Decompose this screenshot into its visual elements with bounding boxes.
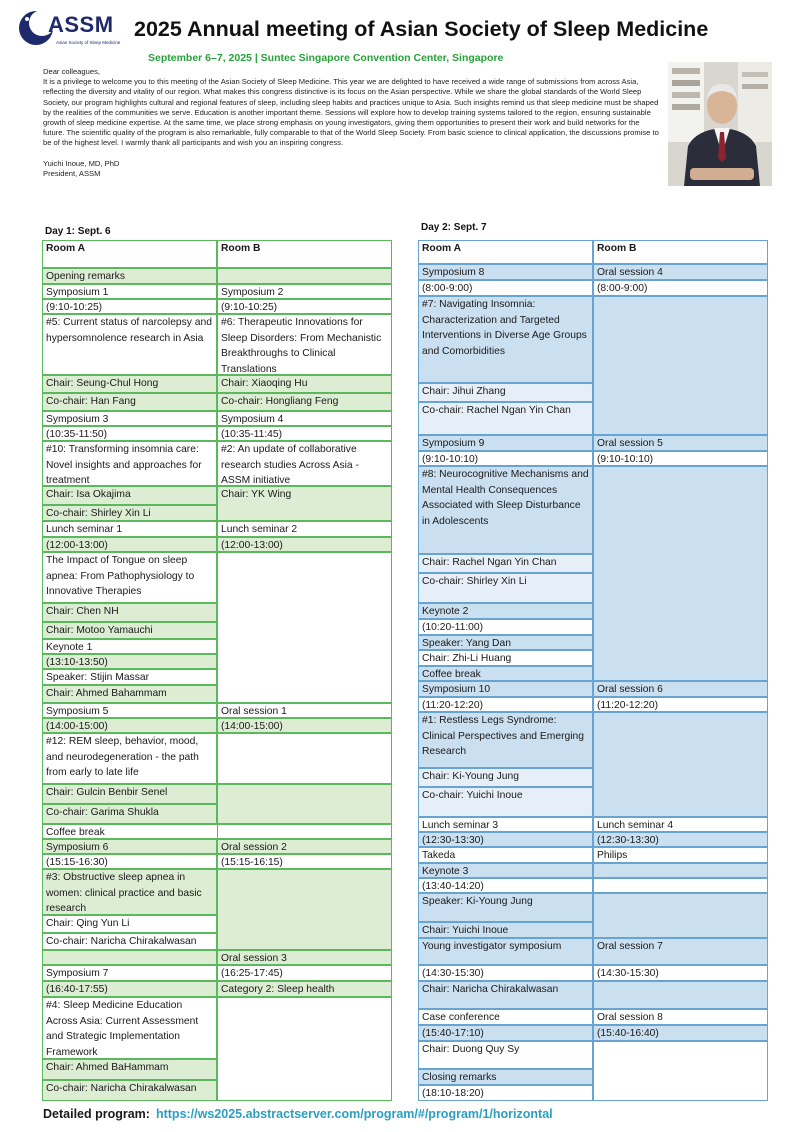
schedule-empty-cell <box>217 824 392 839</box>
day1-label: Day 1: Sept. 6 <box>45 226 111 237</box>
schedule-cell: Chair: Gulcin Benbir Senel <box>42 784 217 804</box>
schedule-cell: #1: Restless Legs Syndrome: Clinical Perspectives and Emerging Research <box>418 712 593 768</box>
schedule-column-header: Room B <box>593 240 768 264</box>
schedule-cell: Oral session 3 <box>217 950 392 965</box>
letter-body: It is a privilege to welcome you to this meeting of the Asian Society of Sleep Medicine. This year we are delighted to have received a wide range of submissions from across Asia, reflecting the diversity and vitality of our region. What makes this congress distinctive is its focus on the Asian perspective. While we share the global standards of the World Sleep Society, our program highlights cultural and regional features of sleep, including sleep habits and practices unique to Asia. Such insights remind us that sleep medicine must be shaped by the realities of the communities we serve. Education is another important theme. Sessions will explore how to develop training systems tailored to the region, ensuring sustainable growth of sleep medicine expertise. At the same time, we place strong emphasis on young investigators, giving them opportunities to present their work and build networks for the future. The scientific quality of the program is also remarkable, fully comparable to that of the World Sleep Society. From basic science to clinical application, the discussions promise to be of the highest level. I warmly thank all participants and wish you an inspiring congress. <box>43 77 659 148</box>
schedule-cell: Chair: Ki-Young Jung <box>418 768 593 787</box>
schedule-cell: Co-chair: Hongliang Feng <box>217 393 392 411</box>
schedule-cell: (11:20-12:20) <box>593 697 768 712</box>
schedule-cell: #7: Navigating Insomnia: Characterization and Targeted Interventions in Diverse Age Groups and Comorbidities <box>418 296 593 383</box>
schedule-empty-cell <box>217 268 392 284</box>
schedule-cell: Chair: YK Wing <box>217 486 392 521</box>
schedule-cell: Young investigator symposium <box>418 938 593 965</box>
schedule-cell: Oral session 5 <box>593 435 768 451</box>
schedule-cell: (10:35-11:50) <box>42 426 217 441</box>
schedule-empty-cell <box>42 950 217 965</box>
schedule-column-header: Room B <box>217 240 392 268</box>
schedule-cell: (9:10-10:25) <box>217 299 392 314</box>
schedule-cell: Symposium 5 <box>42 703 217 718</box>
schedule-cell: Category 2: Sleep health <box>217 981 392 997</box>
schedule-cell: Keynote 1 <box>42 639 217 654</box>
schedule-cell: Oral session 6 <box>593 681 768 697</box>
schedule-empty-cell <box>217 733 392 784</box>
schedule-empty-cell <box>593 1041 768 1101</box>
schedule-cell: Oral session 1 <box>217 703 392 718</box>
schedule-cell: (9:10-10:25) <box>42 299 217 314</box>
day2-label: Day 2: Sept. 7 <box>421 222 487 233</box>
schedule-cell: Chair: Ahmed Bahammam <box>42 685 217 703</box>
schedule-cell: (15:40-16:40) <box>593 1025 768 1041</box>
event-date-venue: September 6–7, 2025 | Suntec Singapore Convention Center, Singapore <box>148 52 504 64</box>
schedule-cell: Co-chair: Han Fang <box>42 393 217 411</box>
schedule-cell: Chair: Yuichi Inoue <box>418 922 593 938</box>
schedule-empty-cell <box>593 863 768 878</box>
schedule-cell: Symposium 3 <box>42 411 217 426</box>
schedule-cell: Keynote 3 <box>418 863 593 878</box>
schedule-cell: Chair: Naricha Chirakalwasan <box>418 981 593 1009</box>
schedule-empty-cell <box>217 997 392 1101</box>
schedule-cell: Speaker: Stijin Massar <box>42 669 217 685</box>
schedule-cell: (15:40-17:10) <box>418 1025 593 1041</box>
schedule-cell: Symposium 6 <box>42 839 217 854</box>
schedule-cell: (9:10-10:10) <box>418 451 593 466</box>
schedule-empty-cell <box>593 466 768 681</box>
schedule-cell: Chair: Xiaoqing Hu <box>217 375 392 393</box>
schedule-cell: Co-chair: Shirley Xin Li <box>418 573 593 603</box>
program-footer <box>43 1107 553 1121</box>
schedule-cell: Philips <box>593 847 768 863</box>
schedule-cell: #8: Neurocognitive Mechanisms and Mental Health Consequences Associated with Sleep Disturbance in Adolescents <box>418 466 593 554</box>
schedule-empty-cell <box>593 893 768 938</box>
schedule-cell: Oral session 4 <box>593 264 768 280</box>
schedule-cell: Speaker: Ki-Young Jung <box>418 893 593 922</box>
schedule-column-header: Room A <box>418 240 593 264</box>
schedule-cell: Oral session 7 <box>593 938 768 965</box>
schedule-cell: Chair: Qing Yun Li <box>42 915 217 933</box>
schedule-cell: Co-chair: Shirley Xin Li <box>42 505 217 521</box>
schedule-cell: Chair: Rachel Ngan Yin Chan <box>418 554 593 573</box>
schedule-empty-cell <box>593 878 768 893</box>
schedule-empty-cell <box>593 981 768 1009</box>
schedule-cell: Symposium 10 <box>418 681 593 697</box>
schedule-cell: Coffee break <box>418 666 593 681</box>
schedule-cell: Chair: Chen NH <box>42 603 217 622</box>
schedule-cell: Chair: Isa Okajima <box>42 486 217 505</box>
schedule-cell: Chair: Jihui Zhang <box>418 383 593 402</box>
schedule-cell: (12:30-13:30) <box>418 832 593 847</box>
schedule-cell: (14:30-15:30) <box>593 965 768 981</box>
schedule-cell: (8:00-9:00) <box>418 280 593 296</box>
footer-label: Detailed program: <box>43 1107 150 1121</box>
schedule-cell: Symposium 7 <box>42 965 217 981</box>
schedule-cell: #5: Current status of narcolepsy and hypersomnolence research in Asia <box>42 314 217 375</box>
schedule-empty-cell <box>593 712 768 817</box>
schedule-cell: Symposium 2 <box>217 284 392 299</box>
schedule-cell: (13:40-14:20) <box>418 878 593 893</box>
schedule-cell: Case conference <box>418 1009 593 1025</box>
letter-salutation: Dear colleagues, <box>43 67 100 76</box>
schedule-cell: #10: Transforming insomnia care: Novel insights and approaches for treatment <box>42 441 217 486</box>
schedule-cell: Co-chair: Garima Shukla <box>42 804 217 824</box>
schedule-column-header: Room A <box>42 240 217 268</box>
schedule-cell: (10:20-11:00) <box>418 619 593 635</box>
schedule-cell: Chair: Zhi-Li Huang <box>418 650 593 666</box>
schedule-cell: Co-chair: Naricha Chirakalwasan <box>42 1080 217 1101</box>
schedule-cell: Speaker: Yang Dan <box>418 635 593 650</box>
schedule-cell: Symposium 1 <box>42 284 217 299</box>
schedule-cell: (13:10-13:50) <box>42 654 217 669</box>
schedule-cell: Co-chair: Naricha Chirakalwasan <box>42 933 217 950</box>
schedule-cell: Lunch seminar 2 <box>217 521 392 537</box>
schedule-cell: Symposium 9 <box>418 435 593 451</box>
letter-signature-name: Yuichi Inoue, MD, PhD <box>43 158 120 168</box>
schedule-cell: Symposium 4 <box>217 411 392 426</box>
schedule-cell: The Impact of Tongue on sleep apnea: From Pathophysiology to Innovative Therapies <box>42 552 217 603</box>
schedule-cell: Chair: Seung-Chul Hong <box>42 375 217 393</box>
schedule-cell: #6: Therapeutic Innovations for Sleep Disorders: From Mechanistic Breakthroughs to Clinical Translations <box>217 314 392 375</box>
schedule-cell: Chair: Duong Quy Sy <box>418 1041 593 1069</box>
schedule-empty-cell <box>217 784 392 824</box>
schedule-empty-cell <box>593 296 768 435</box>
schedule-cell: Co-chair: Yuichi Inoue <box>418 787 593 817</box>
schedule-cell: Closing remarks <box>418 1069 593 1085</box>
schedule-cell: Oral session 2 <box>217 839 392 854</box>
president-portrait <box>668 62 772 186</box>
schedule-cell: #12: REM sleep, behavior, mood, and neurodegeneration - the path from early to late life <box>42 733 217 784</box>
schedule-empty-cell <box>217 869 392 950</box>
schedule-cell: Takeda <box>418 847 593 863</box>
schedule-cell: (8:00-9:00) <box>593 280 768 296</box>
schedule-cell: Opening remarks <box>42 268 217 284</box>
schedule-cell: (15:15-16:30) <box>42 854 217 869</box>
schedule-cell: (12:00-13:00) <box>42 537 217 552</box>
schedule-cell: (15:15-16:15) <box>217 854 392 869</box>
schedule-cell: #2: An update of collaborative research studies Across Asia - ASSM initiative <box>217 441 392 486</box>
schedule-cell: (18:10-18:20) <box>418 1085 593 1101</box>
schedule-cell: Lunch seminar 3 <box>418 817 593 832</box>
letter-signature-title: President, ASSM <box>43 168 101 178</box>
schedule-cell: #4: Sleep Medicine Education Across Asia: Current Assessment and Strategic Implementation Framework <box>42 997 217 1059</box>
schedule-cell: (11:20-12:20) <box>418 697 593 712</box>
schedule-cell: Symposium 8 <box>418 264 593 280</box>
schedule-cell: (10:35-11:45) <box>217 426 392 441</box>
schedule-cell: Coffee break <box>42 824 392 839</box>
assm-logo <box>18 10 121 50</box>
logo-tagline: Asian Society of Sleep Medicine <box>56 40 121 45</box>
page-title: 2025 Annual meeting of Asian Society of Sleep Medicine <box>134 17 709 41</box>
schedule-cell: Chair: Motoo Yamauchi <box>42 622 217 639</box>
logo-wordmark: ASSM <box>48 12 114 37</box>
schedule-empty-cell <box>217 552 392 703</box>
schedule-cell: Keynote 2 <box>418 603 593 619</box>
schedule-cell: Lunch seminar 4 <box>593 817 768 832</box>
schedule-cell: Co-chair: Rachel Ngan Yin Chan <box>418 402 593 435</box>
schedule-cell: Chair: Ahmed BaHammam <box>42 1059 217 1080</box>
schedule-cell: (14:00-15:00) <box>42 718 217 733</box>
schedule-cell: (16:40-17:55) <box>42 981 217 997</box>
schedule-cell: (14:30-15:30) <box>418 965 593 981</box>
welcome-letter <box>43 67 663 179</box>
schedule-cell: Lunch seminar 1 <box>42 521 217 537</box>
schedule-cell: (12:30-13:30) <box>593 832 768 847</box>
schedule-cell: #3: Obstructive sleep apnea in women: clinical practice and basic research <box>42 869 217 915</box>
schedule-cell: Oral session 8 <box>593 1009 768 1025</box>
schedule-cell: (16:25-17:45) <box>217 965 392 981</box>
program-link[interactable]: https://ws2025.abstractserver.com/program/#/program/1/horizontal <box>155 1107 553 1121</box>
schedule-cell: (9:10-10:10) <box>593 451 768 466</box>
schedule-cell: (14:00-15:00) <box>217 718 392 733</box>
schedule-cell: (12:00-13:00) <box>217 537 392 552</box>
